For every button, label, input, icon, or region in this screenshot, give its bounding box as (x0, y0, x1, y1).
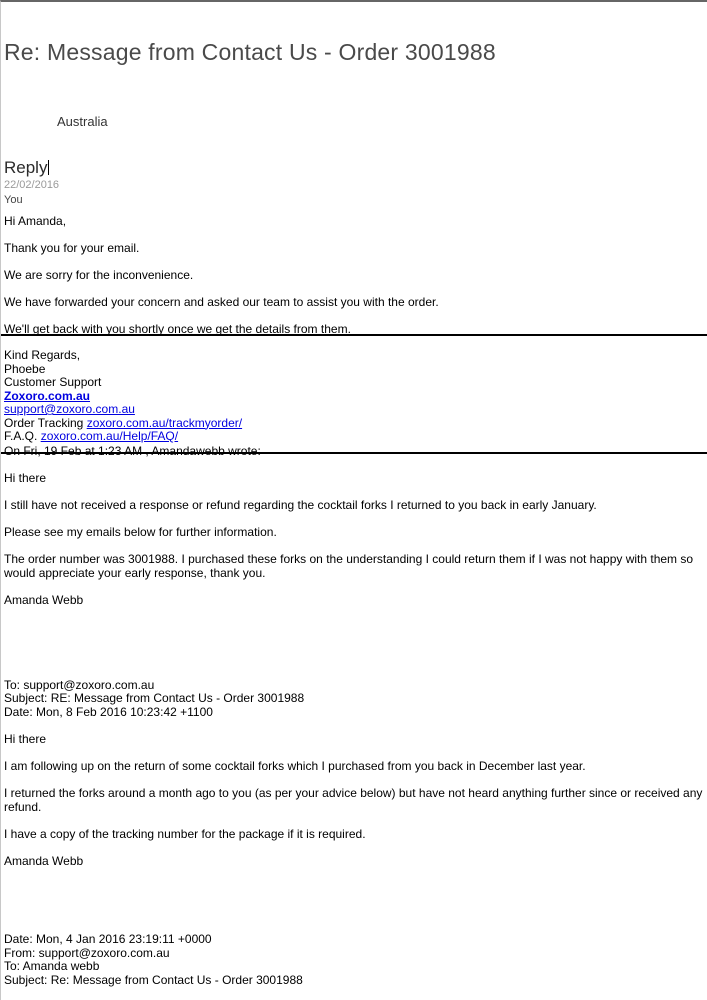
quoted2-date: Date: Mon, 8 Feb 2016 10:23:42 +1100 (4, 704, 213, 719)
region-label: Australia (57, 114, 108, 129)
quoted1-greeting: Hi there (4, 470, 47, 485)
reply-paragraph: We are sorry for the inconvenience. (4, 268, 194, 282)
quote-attribution: On Fri, 19 Feb at 1:23 AM , Amandawebb wrote: (4, 443, 261, 458)
quoted1-signature: Amanda Webb (4, 592, 84, 607)
page-title: Re: Message from Contact Us - Order 3001988 (4, 39, 496, 65)
quoted2-signature: Amanda Webb (4, 854, 84, 868)
order-tracking-label: Order Tracking (4, 415, 87, 430)
horizontal-divider (1, 334, 707, 336)
reply-paragraph-with-divider (4, 322, 703, 336)
agent-role: Customer Support (4, 375, 102, 389)
order-tracking-link[interactable]: zoxoro.com.au/trackmyorder/ (86, 415, 243, 430)
website-link[interactable]: Zoxoro.com.au (4, 388, 91, 403)
reply-greeting: Hi Amanda, (4, 214, 67, 228)
agent-name: Phoebe (4, 361, 46, 376)
horizontal-divider (1, 452, 707, 454)
sign-off: Kind Regards, (4, 348, 81, 362)
reply-date: 22/02/2016 (4, 179, 60, 191)
quoted1-paragraph: The order number was 3001988. I purchased these forks on the understanding I could return them if I was not happy with them so would appreciate your early response, thank you. (4, 551, 694, 580)
reply-paragraph: Thank you for your email. (4, 241, 140, 255)
quoted2-paragraph: I returned the forks around a month ago to you (as per your advice below) but have not heard anything further since or received any refund. (4, 786, 703, 814)
quote-attribution-row (4, 444, 703, 458)
quoted3-header-block (4, 933, 703, 987)
quoted2-paragraph: I have a copy of the tracking number for the package if it is required. (4, 827, 366, 841)
order-tracking-row (4, 417, 703, 431)
quoted2-header-block (4, 679, 703, 720)
quoted1-paragraph: Please see my emails below for further information. (4, 524, 277, 539)
faq-link[interactable]: zoxoro.com.au/Help/FAQ/ (40, 429, 179, 443)
quoted1-paragraph: I still have not received a response or refund regarding the cocktail forks I returned to you back in early January. (4, 497, 597, 512)
email-thread-page (1, 2, 707, 987)
text-cursor (48, 160, 49, 175)
reply-button[interactable]: Reply (4, 158, 48, 177)
support-email-link[interactable]: support@zoxoro.com.au (4, 402, 135, 416)
website-link-row (4, 390, 703, 404)
quoted3-to: To: Amanda webb (4, 959, 100, 973)
signature-block (4, 349, 703, 458)
quoted2-subject: Subject: RE: Message from Contact Us - Order 3001988 (4, 691, 305, 705)
support-email-row (4, 403, 703, 417)
quoted2-paragraph: I am following up on the return of some cocktail forks which I purchased from you back in December last year. (4, 759, 586, 773)
quoted2-greeting: Hi there (4, 732, 47, 746)
quoted3-date: Date: Mon, 4 Jan 2016 23:19:11 +0000 (4, 932, 212, 946)
quoted2-to: To: support@zoxoro.com.au (4, 677, 155, 692)
reply-paragraph: We'll get back with you shortly once we get the details from them. (4, 322, 351, 336)
quoted3-subject: Subject: Re: Message from Contact Us - Order 3001988 (4, 972, 303, 987)
reply-compose-area[interactable] (4, 158, 703, 178)
reply-sender: You (4, 194, 23, 206)
quoted3-from: From: support@zoxoro.com.au (4, 945, 170, 960)
faq-label: F.A.Q. (4, 429, 41, 443)
faq-row (4, 430, 703, 444)
reply-paragraph: We have forwarded your concern and asked our team to assist you with the order. (4, 295, 439, 309)
